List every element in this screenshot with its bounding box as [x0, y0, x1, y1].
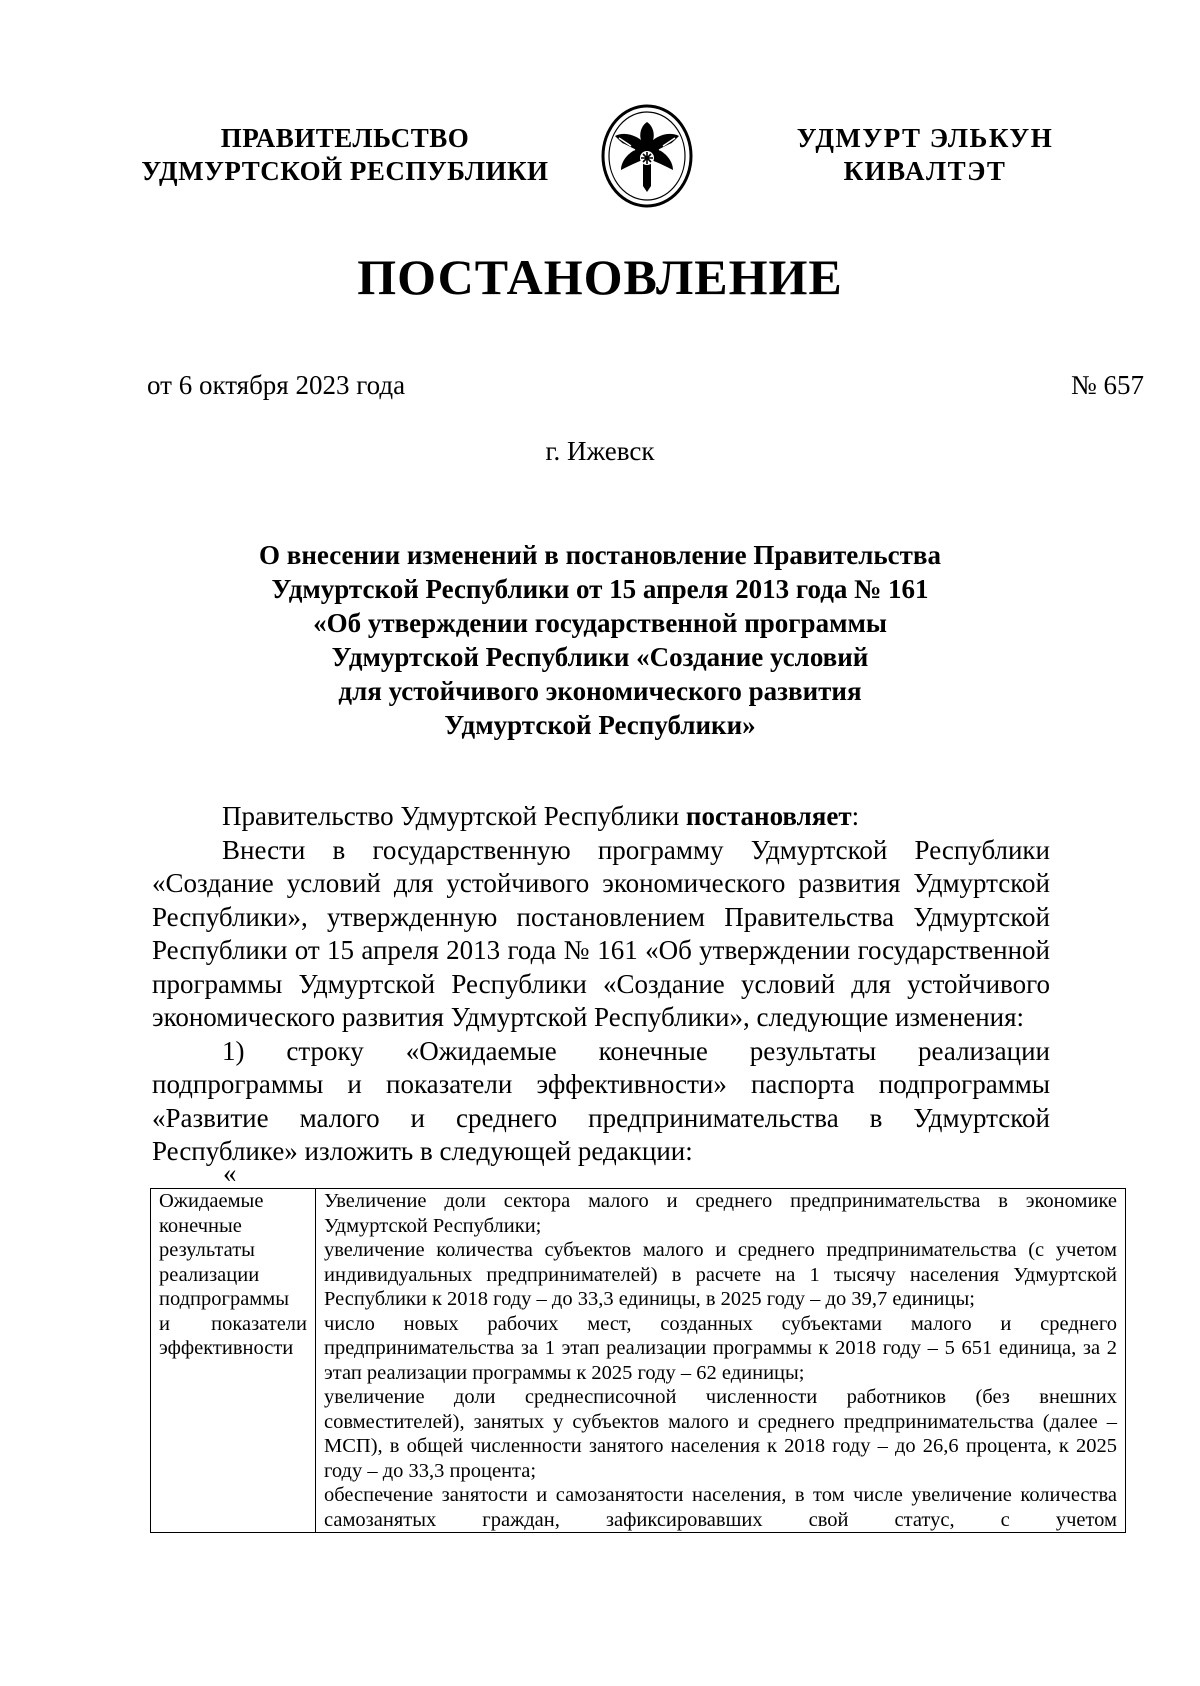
document-type: ПОСТАНОВЛЕНИЕ	[357, 249, 843, 305]
document-body	[152, 800, 1050, 1169]
intro-text: Правительство Удмуртской Республики	[222, 801, 686, 831]
body-paragraph-1: Внести в государственную программу Удмуртской Республики «Создание условий для устойчивого экономического развития Удмуртской Республики», утвержденную постановлением Правительства Удмуртской Республики от 15 апреля 2013 года № 161 «Об утверждении государственной программы Удмуртской Республики «Создание условий для устойчивого экономического развития Удмуртской Республики», следующие изменения:	[152, 834, 1050, 1032]
label-line: конечные	[159, 1214, 242, 1237]
title-line: «Об утверждении государственной программы	[313, 608, 887, 638]
label-line: и показатели	[159, 1312, 307, 1335]
title-line: О внесении изменений в постановление Правительства	[259, 540, 941, 570]
document-number: № 657	[1070, 370, 1144, 400]
passport-table	[150, 1188, 1126, 1533]
result-item: число новых рабочих мест, созданных субъектами малого и среднего предпринимательства за 1 этап реализации программы к 2018 году – 5 651 единица, за 2 этап реализации программы к 2025 году – 62 единицы;	[324, 1312, 1117, 1384]
title-line: Удмуртской Республики «Создание условий	[331, 642, 869, 672]
document-city: г. Ижевск	[545, 436, 655, 466]
result-item: увеличение доли среднесписочной численности работников (без внешних совместителей), занятых у субъектов малого и среднего предпринимательства (далее – МСП), в общей численности занятого населения к 2018 году – до 26,6 процента, к 2025 году – до 33,3 процента;	[324, 1386, 1117, 1482]
coat-of-arms-icon	[597, 100, 697, 210]
body-paragraph-2: 1) строку «Ожидаемые конечные результаты реализации подпрограммы и показатели эффективности» паспорта подпрограммы «Развитие малого и среднего предпринимательства в Удмуртской Республике» изложить в следующей редакции:	[152, 1035, 1050, 1166]
table-row	[151, 1189, 1126, 1533]
header-left	[110, 122, 580, 188]
header-left-line2: УДМУРТСКОЙ РЕСПУБЛИКИ	[141, 156, 549, 186]
title-line: Удмуртской Республики»	[444, 710, 756, 740]
label-line: Ожидаемые	[159, 1190, 264, 1212]
header-right-line2: КИВАЛТЭТ	[843, 156, 1007, 186]
table-value-cell	[316, 1189, 1126, 1533]
result-item: увеличение количества субъектов малого и среднего предпринимательства (с учетом индивидуальных предпринимателей) в расчете на 1 тысячу населения Удмуртской Республики к 2018 году – до 33,3 единицы, в 2025 году – до 39,7 единицы;	[324, 1239, 1117, 1310]
intro-verb: постановляет	[685, 801, 852, 831]
opening-quote: «	[223, 1158, 237, 1188]
label-line: реализации	[159, 1263, 260, 1286]
header-left-line1: ПРАВИТЕЛЬСТВО	[220, 123, 470, 153]
result-item: Увеличение доли сектора малого и среднего предпринимательства в экономике Удмуртской Республики;	[324, 1190, 1117, 1237]
label-line: результаты	[159, 1239, 255, 1261]
header-right	[760, 122, 1090, 188]
title-line: для устойчивого экономического развития	[338, 676, 862, 706]
title-line: Удмуртской Республики от 15 апреля 2013 года № 161	[271, 574, 929, 604]
result-item: обеспечение занятости и самозанятости населения, в том числе увеличение количества самозанятых граждан, зафиксировавших свой статус, с учетом	[324, 1484, 1117, 1531]
label-line: эффективности	[159, 1337, 294, 1359]
header-right-line1: УДМУРТ ЭЛЬКУН	[796, 123, 1054, 153]
label-line: подпрограммы	[159, 1288, 290, 1310]
intro-paragraph	[152, 800, 1050, 834]
document-date: от 6 октября 2023 года	[147, 370, 406, 400]
intro-colon: :	[851, 801, 860, 831]
document-title	[150, 538, 1050, 742]
table-label-cell	[151, 1189, 316, 1533]
